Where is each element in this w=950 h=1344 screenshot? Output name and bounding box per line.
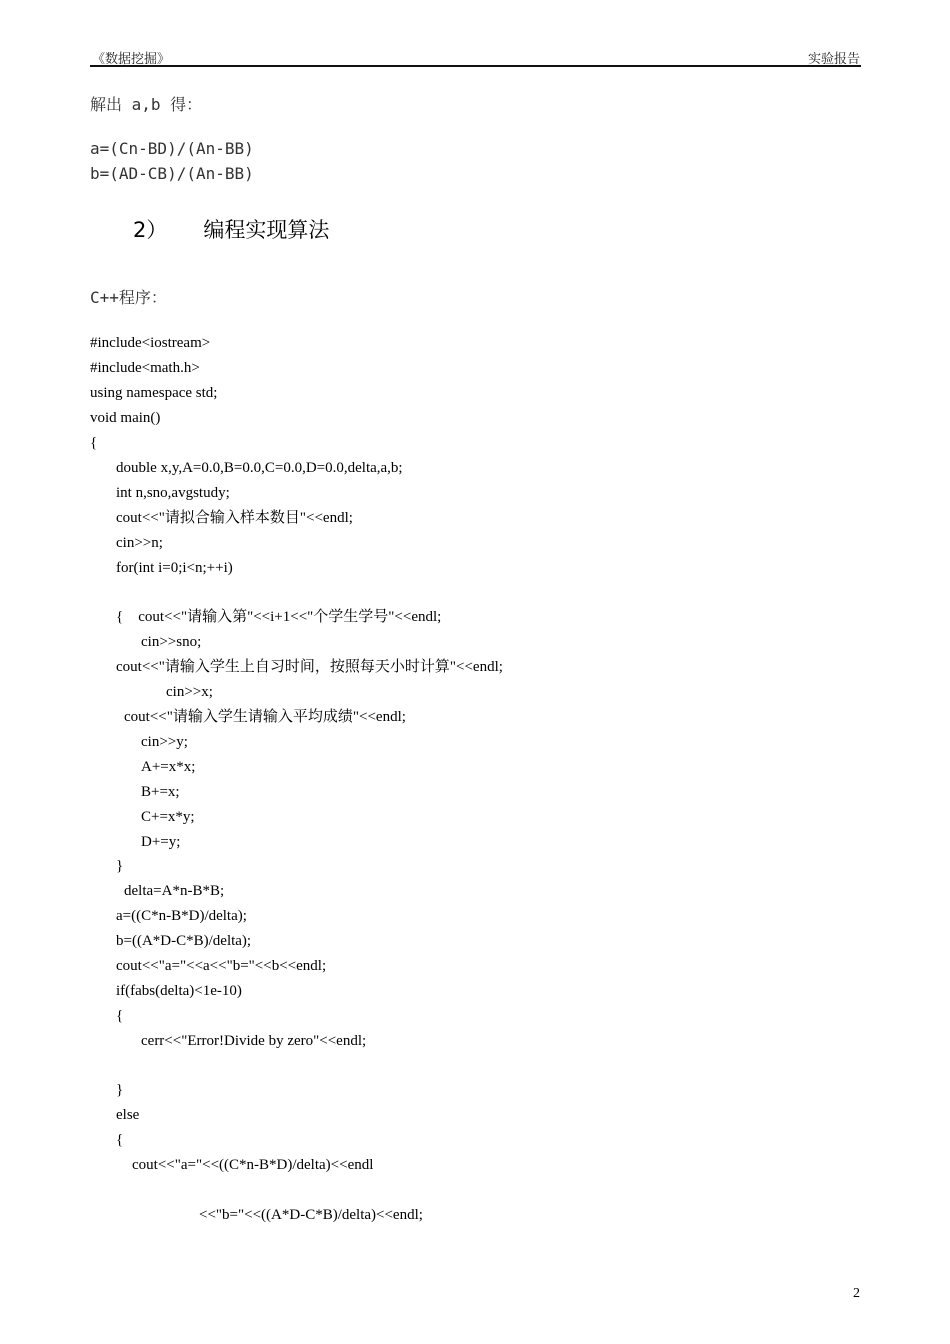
code-line: int n,sno,avgstudy; — [116, 485, 230, 501]
code-line: cout<<"请输入学生上自习时间，按照每天小时计算"<<endl; — [116, 659, 503, 675]
section-heading — [133, 214, 329, 244]
code-line: using namespace std; — [90, 385, 218, 401]
code-line: b=((A*D-C*B)/delta); — [116, 933, 252, 949]
code-line: cin>>x; — [166, 684, 213, 700]
code-line: C+=x*y; — [141, 809, 195, 825]
code-line: { — [116, 1008, 124, 1024]
code-line: { — [116, 1132, 124, 1148]
code-line: cout<<"请输入学生请输入平均成绩"<<endl; — [124, 709, 406, 725]
code-line: B+=x; — [141, 784, 180, 800]
code-line: cerr<<"Error!Divide by zero"<<endl; — [141, 1033, 367, 1049]
solve-intro: 解出 a,b 得： — [90, 95, 203, 114]
code-line: } — [116, 858, 124, 874]
formula-b: b=(AD-CB)/(An-BB) — [90, 164, 254, 183]
header-report-type: 实验报告 — [807, 52, 860, 67]
code-line: cin>>sno; — [141, 634, 202, 650]
header-rule — [90, 65, 861, 67]
section-title: 编程实现算法 — [203, 218, 330, 242]
code-line: void main() — [90, 410, 161, 426]
code-line: { — [90, 435, 98, 451]
program-label: C++程序： — [90, 288, 167, 307]
code-line: } — [116, 1082, 124, 1098]
code-line: A+=x*x; — [141, 759, 196, 775]
code-line: <<"b="<<((A*D-C*B)/delta)<<endl; — [199, 1207, 423, 1223]
code-line: if(fabs(delta)<1e-10) — [116, 983, 242, 999]
code-line: cout<<"a="<<a<<"b="<<b<<endl; — [116, 958, 327, 974]
section-number: 2） — [133, 218, 168, 242]
code-line: #include<math.h> — [90, 360, 200, 376]
code-line: double x,y,A=0.0,B=0.0,C=0.0,D=0.0,delta,a,b; — [116, 460, 403, 476]
code-line: cout<<"请拟合输入样本数目"<<endl; — [116, 510, 353, 526]
code-line: #include<iostream> — [90, 335, 211, 351]
code-line: else — [116, 1107, 140, 1123]
page-number: 2 — [853, 1286, 860, 1301]
code-line: cin>>y; — [141, 734, 188, 750]
code-line: cout<<"a="<<((C*n-B*D)/delta)<<endl — [132, 1157, 374, 1173]
code-line: { cout<<"请输入第"<<i+1<<"个学生学号"<<endl; — [116, 609, 442, 625]
header-course-title: 《数据挖掘》 — [92, 52, 171, 67]
code-line: delta=A*n-B*B; — [124, 883, 225, 899]
formula-a: a=(Cn-BD)/(An-BB) — [90, 139, 254, 158]
code-line: for(int i=0;i<n;++i) — [116, 560, 233, 576]
code-line: a=((C*n-B*D)/delta); — [116, 908, 247, 924]
code-line: cin>>n; — [116, 535, 163, 551]
code-line: D+=y; — [141, 834, 181, 850]
